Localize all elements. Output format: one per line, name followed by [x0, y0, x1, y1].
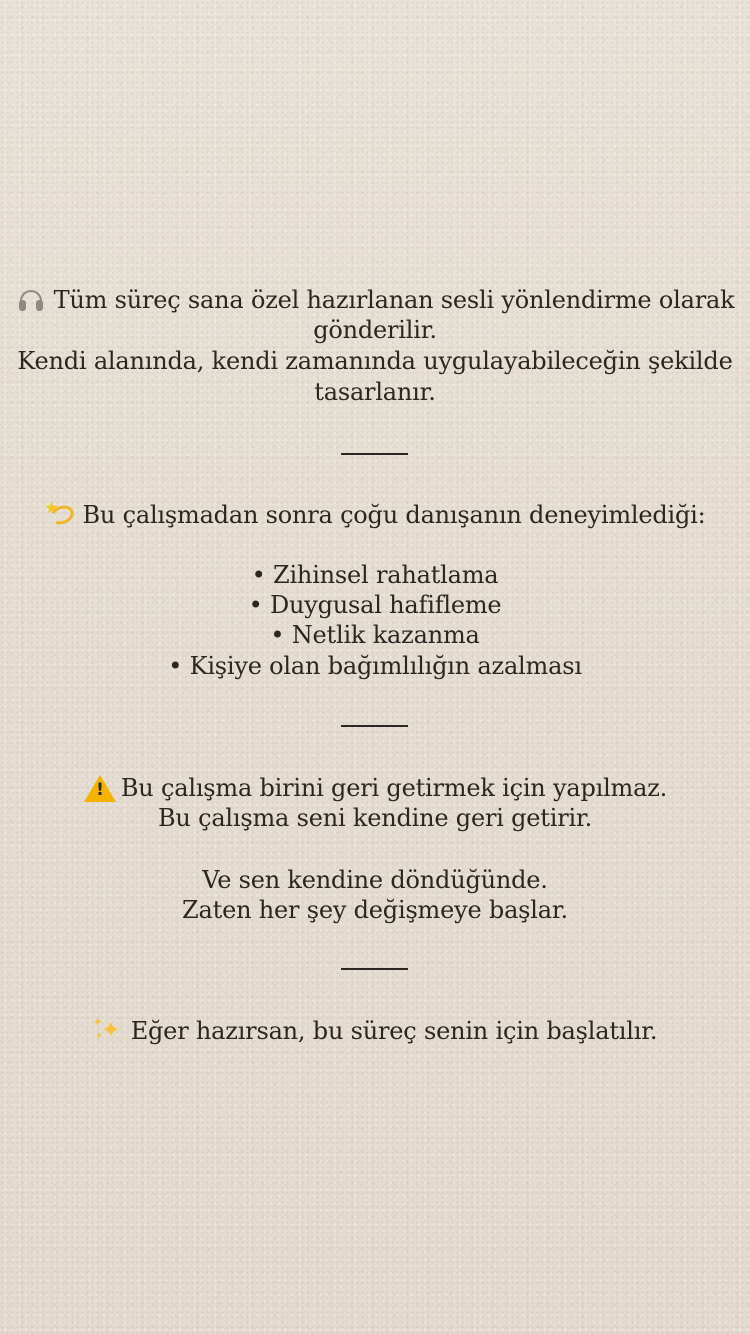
section3-line1-text: Bu çalışma birini geri getirmek için yapılmaz.: [120, 774, 668, 802]
section2-heading: [0, 500, 750, 530]
bullet-item: • Netlik kazanma: [270, 621, 480, 649]
bullet-item: • Kişiye olan bağımlılığın azalması: [168, 652, 582, 680]
section4-line1: [0, 1016, 750, 1046]
separator-1: [341, 453, 408, 455]
bullet-item: • Zihinsel rahatlama: [251, 561, 499, 589]
section3-line4: Zaten her şey değişmeye başlar.: [182, 896, 568, 924]
separator-3: [341, 968, 408, 970]
section3-line1: [0, 773, 750, 803]
headphones-icon: [16, 285, 48, 315]
section1-line2: gönderilir.: [313, 316, 437, 344]
section4-line1-text: Eğer hazırsan, bu süreç senin için başlatılır.: [130, 1017, 658, 1045]
section1-line4: tasarlanır.: [314, 378, 436, 406]
section3-line2: Bu çalışma seni kendine geri getirir.: [157, 804, 593, 832]
section1-line1-text: Tüm süreç sana özel hazırlanan sesli yönlendirme olarak: [53, 286, 735, 314]
section3-line3: Ve sen kendine döndüğünde.: [202, 866, 548, 894]
sparkles-icon: ✦ ✦ ✦: [92, 1015, 121, 1044]
warning-icon: !: [83, 773, 115, 803]
section1-line1: [0, 285, 750, 315]
bullet-item: • Duygusal hafifleme: [248, 591, 502, 619]
dizzy-icon: ★: [44, 500, 76, 530]
section2-heading-text: Bu çalışmadan sonra çoğu danışanın deneyimlediği:: [82, 501, 706, 529]
section1-line3: Kendi alanında, kendi zamanında uygulayabileceğin şekilde: [17, 347, 733, 375]
separator-2: [341, 725, 408, 727]
